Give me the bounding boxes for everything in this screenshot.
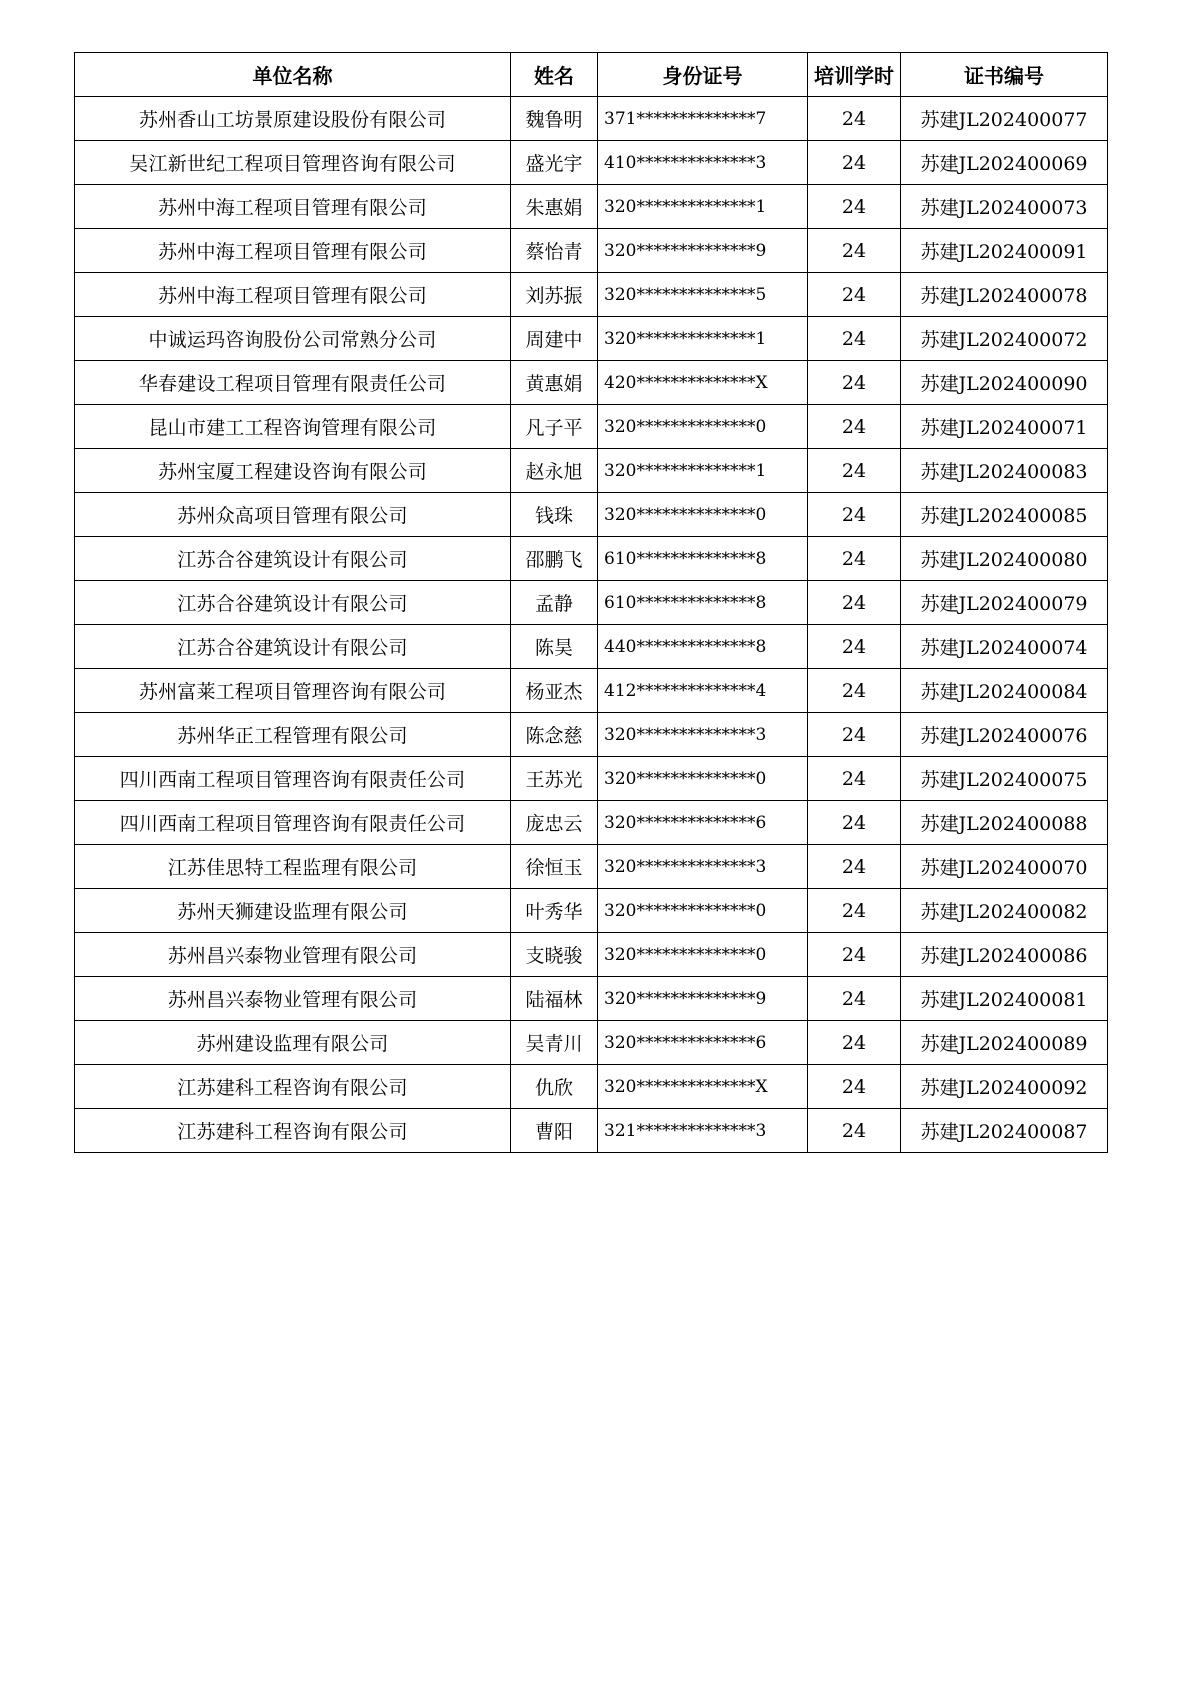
cell-certificate-number: 苏建JL202400088 [901, 801, 1108, 845]
cell-certificate-number: 苏建JL202400075 [901, 757, 1108, 801]
cell-certificate-number: 苏建JL202400084 [901, 669, 1108, 713]
cell-id-number: 610**************8 [598, 537, 808, 581]
cell-unit: 苏州富莱工程项目管理咨询有限公司 [75, 669, 511, 713]
cell-name: 孟静 [511, 581, 598, 625]
cell-unit: 江苏合谷建筑设计有限公司 [75, 581, 511, 625]
table-row [75, 757, 1108, 801]
cell-id-number: 320**************9 [598, 229, 808, 273]
cell-unit: 江苏建科工程咨询有限公司 [75, 1109, 511, 1153]
cell-training-hours: 24 [808, 229, 901, 273]
cell-id-number: 320**************6 [598, 1021, 808, 1065]
cell-certificate-number: 苏建JL202400089 [901, 1021, 1108, 1065]
table-row [75, 405, 1108, 449]
cell-unit: 江苏佳思特工程监理有限公司 [75, 845, 511, 889]
table-row [75, 273, 1108, 317]
cell-certificate-number: 苏建JL202400085 [901, 493, 1108, 537]
cell-id-number: 320**************1 [598, 185, 808, 229]
cell-training-hours: 24 [808, 537, 901, 581]
cell-name: 吴青川 [511, 1021, 598, 1065]
cell-training-hours: 24 [808, 185, 901, 229]
cell-unit: 江苏建科工程咨询有限公司 [75, 1065, 511, 1109]
table-row [75, 361, 1108, 405]
table-row [75, 581, 1108, 625]
cell-unit: 中诚运玛咨询股份公司常熟分公司 [75, 317, 511, 361]
cell-certificate-number: 苏建JL202400077 [901, 97, 1108, 141]
cell-name: 朱惠娟 [511, 185, 598, 229]
table-header [75, 53, 1108, 97]
header-training-hours: 培训学时 [808, 53, 901, 97]
cell-unit: 苏州中海工程项目管理有限公司 [75, 229, 511, 273]
cell-training-hours: 24 [808, 1109, 901, 1153]
cell-id-number: 320**************1 [598, 449, 808, 493]
cell-training-hours: 24 [808, 713, 901, 757]
cell-id-number: 320**************3 [598, 713, 808, 757]
cell-certificate-number: 苏建JL202400082 [901, 889, 1108, 933]
cell-training-hours: 24 [808, 977, 901, 1021]
cell-name: 仇欣 [511, 1065, 598, 1109]
cell-id-number: 321**************3 [598, 1109, 808, 1153]
cell-unit: 苏州昌兴泰物业管理有限公司 [75, 933, 511, 977]
cell-name: 凡子平 [511, 405, 598, 449]
cell-unit: 江苏合谷建筑设计有限公司 [75, 537, 511, 581]
cell-certificate-number: 苏建JL202400080 [901, 537, 1108, 581]
table-row [75, 141, 1108, 185]
table-row [75, 713, 1108, 757]
cell-certificate-number: 苏建JL202400079 [901, 581, 1108, 625]
cell-name: 支晓骏 [511, 933, 598, 977]
cell-id-number: 610**************8 [598, 581, 808, 625]
cell-training-hours: 24 [808, 317, 901, 361]
table-row [75, 1021, 1108, 1065]
cell-training-hours: 24 [808, 933, 901, 977]
cell-name: 庞忠云 [511, 801, 598, 845]
header-certificate-number: 证书编号 [901, 53, 1108, 97]
cell-training-hours: 24 [808, 405, 901, 449]
cell-name: 陆福林 [511, 977, 598, 1021]
table-row [75, 933, 1108, 977]
table-row [75, 537, 1108, 581]
table-row [75, 845, 1108, 889]
table-row [75, 97, 1108, 141]
cell-id-number: 440**************8 [598, 625, 808, 669]
cell-name: 赵永旭 [511, 449, 598, 493]
cell-training-hours: 24 [808, 361, 901, 405]
certificate-table [74, 52, 1108, 1153]
header-unit: 单位名称 [75, 53, 511, 97]
cell-id-number: 320**************0 [598, 933, 808, 977]
cell-unit: 苏州香山工坊景原建设股份有限公司 [75, 97, 511, 141]
cell-unit: 四川西南工程项目管理咨询有限责任公司 [75, 801, 511, 845]
cell-id-number: 320**************1 [598, 317, 808, 361]
cell-certificate-number: 苏建JL202400070 [901, 845, 1108, 889]
cell-training-hours: 24 [808, 801, 901, 845]
cell-training-hours: 24 [808, 449, 901, 493]
cell-unit: 昆山市建工工程咨询管理有限公司 [75, 405, 511, 449]
cell-id-number: 320**************6 [598, 801, 808, 845]
cell-training-hours: 24 [808, 889, 901, 933]
header-name: 姓名 [511, 53, 598, 97]
cell-unit: 四川西南工程项目管理咨询有限责任公司 [75, 757, 511, 801]
cell-id-number: 320**************X [598, 1065, 808, 1109]
cell-unit: 华春建设工程项目管理有限责任公司 [75, 361, 511, 405]
cell-id-number: 320**************0 [598, 493, 808, 537]
cell-unit: 苏州昌兴泰物业管理有限公司 [75, 977, 511, 1021]
cell-id-number: 320**************9 [598, 977, 808, 1021]
cell-id-number: 320**************5 [598, 273, 808, 317]
cell-name: 杨亚杰 [511, 669, 598, 713]
cell-unit: 苏州天狮建设监理有限公司 [75, 889, 511, 933]
table-row [75, 1109, 1108, 1153]
cell-certificate-number: 苏建JL202400073 [901, 185, 1108, 229]
cell-id-number: 320**************0 [598, 889, 808, 933]
cell-certificate-number: 苏建JL202400071 [901, 405, 1108, 449]
cell-training-hours: 24 [808, 273, 901, 317]
cell-certificate-number: 苏建JL202400074 [901, 625, 1108, 669]
cell-unit: 苏州宝厦工程建设咨询有限公司 [75, 449, 511, 493]
cell-certificate-number: 苏建JL202400090 [901, 361, 1108, 405]
cell-name: 徐恒玉 [511, 845, 598, 889]
cell-certificate-number: 苏建JL202400069 [901, 141, 1108, 185]
cell-unit: 吴江新世纪工程项目管理咨询有限公司 [75, 141, 511, 185]
cell-name: 刘苏振 [511, 273, 598, 317]
cell-name: 魏鲁明 [511, 97, 598, 141]
table-body [75, 97, 1108, 1153]
cell-name: 周建中 [511, 317, 598, 361]
table-row [75, 889, 1108, 933]
table-row [75, 669, 1108, 713]
header-id-number: 身份证号 [598, 53, 808, 97]
cell-certificate-number: 苏建JL202400083 [901, 449, 1108, 493]
cell-training-hours: 24 [808, 141, 901, 185]
table-row [75, 185, 1108, 229]
training-certificate-sheet [74, 52, 1107, 1153]
cell-name: 蔡怡青 [511, 229, 598, 273]
cell-id-number: 410**************3 [598, 141, 808, 185]
cell-name: 邵鹏飞 [511, 537, 598, 581]
cell-id-number: 412**************4 [598, 669, 808, 713]
cell-certificate-number: 苏建JL202400086 [901, 933, 1108, 977]
table-row [75, 229, 1108, 273]
cell-id-number: 420**************X [598, 361, 808, 405]
cell-certificate-number: 苏建JL202400092 [901, 1065, 1108, 1109]
cell-training-hours: 24 [808, 1065, 901, 1109]
cell-certificate-number: 苏建JL202400078 [901, 273, 1108, 317]
table-row [75, 625, 1108, 669]
cell-name: 王苏光 [511, 757, 598, 801]
cell-name: 陈念慈 [511, 713, 598, 757]
cell-certificate-number: 苏建JL202400076 [901, 713, 1108, 757]
cell-unit: 苏州中海工程项目管理有限公司 [75, 273, 511, 317]
cell-training-hours: 24 [808, 493, 901, 537]
cell-name: 黄惠娟 [511, 361, 598, 405]
cell-training-hours: 24 [808, 1021, 901, 1065]
cell-id-number: 371**************7 [598, 97, 808, 141]
cell-name: 盛光宇 [511, 141, 598, 185]
cell-training-hours: 24 [808, 757, 901, 801]
cell-certificate-number: 苏建JL202400072 [901, 317, 1108, 361]
table-row [75, 493, 1108, 537]
cell-name: 叶秀华 [511, 889, 598, 933]
cell-training-hours: 24 [808, 669, 901, 713]
cell-name: 陈昊 [511, 625, 598, 669]
cell-id-number: 320**************0 [598, 757, 808, 801]
table-row [75, 317, 1108, 361]
cell-training-hours: 24 [808, 97, 901, 141]
cell-unit: 苏州众高项目管理有限公司 [75, 493, 511, 537]
table-row [75, 977, 1108, 1021]
cell-certificate-number: 苏建JL202400091 [901, 229, 1108, 273]
cell-unit: 江苏合谷建筑设计有限公司 [75, 625, 511, 669]
table-row [75, 1065, 1108, 1109]
cell-name: 钱珠 [511, 493, 598, 537]
header-row [75, 53, 1108, 97]
cell-training-hours: 24 [808, 581, 901, 625]
table-row [75, 449, 1108, 493]
cell-id-number: 320**************0 [598, 405, 808, 449]
cell-certificate-number: 苏建JL202400081 [901, 977, 1108, 1021]
table-row [75, 801, 1108, 845]
cell-id-number: 320**************3 [598, 845, 808, 889]
cell-training-hours: 24 [808, 845, 901, 889]
cell-certificate-number: 苏建JL202400087 [901, 1109, 1108, 1153]
cell-unit: 苏州华正工程管理有限公司 [75, 713, 511, 757]
cell-unit: 苏州中海工程项目管理有限公司 [75, 185, 511, 229]
cell-unit: 苏州建设监理有限公司 [75, 1021, 511, 1065]
cell-name: 曹阳 [511, 1109, 598, 1153]
cell-training-hours: 24 [808, 625, 901, 669]
